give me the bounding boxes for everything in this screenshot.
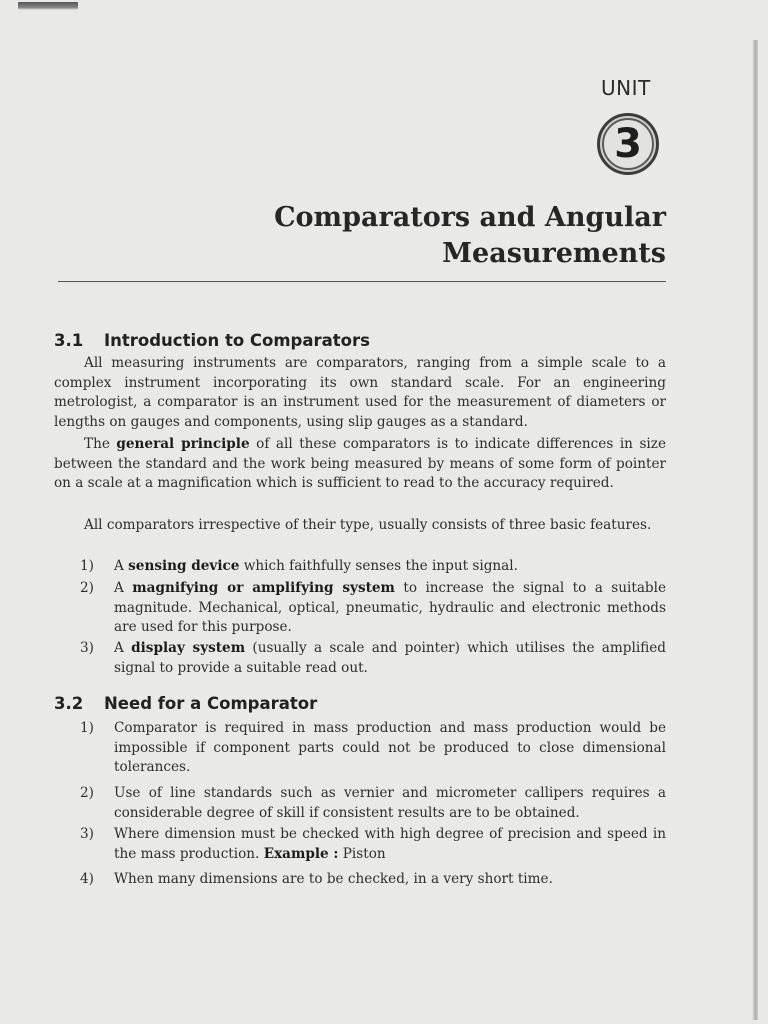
section-number: 3.2 [54,694,84,713]
text-run: A [114,558,129,574]
text-run: Where dimension must be checked with high degree of precision and speed in the mass production. [114,826,666,862]
list-item [80,825,666,864]
text-run: to increase the signal to a suitable magnitude. Mechanical, optical, pneumatic, hydraulic and electronic methods are used for this purpose. [114,580,667,635]
bold-term: sensing device [128,558,240,574]
section-title: Introduction to Comparators [104,331,370,350]
list-text: Comparator is required in mass production and mass production would be impossible if component parts could not be produced to close dimensional tolerances. [114,720,666,775]
list-text [114,579,666,638]
list-text: Use of line standards such as vernier and micrometer callipers requires a considerable degree of skill if consistent results are to be obtained. [114,785,666,821]
list-item [80,719,666,778]
list-number: 2) [80,580,94,596]
list-text: When many dimensions are to be checked, in a very short time. [114,871,553,887]
text-run: Piston [338,845,386,862]
chapter-title-line-1: Comparators and Angular [274,202,666,233]
list-item [80,870,666,890]
section-heading-3-1 [54,331,370,350]
unit-number: 3 [602,118,654,170]
list-item [80,579,666,638]
scan-corner-mark [18,2,78,10]
list-number: 3) [80,640,94,656]
paragraph-intro: All measuring instruments are comparators, ranging from a simple scale to a complex instrument incorporating its own standard scale. For an engineering metrologist, a comparator is an instrument used for the measurement of diameters or lengths on gauges and components, using slip gauges as a standard. [54,355,666,430]
text-run: (usually a scale and pointer) which utilises the amplified signal to provide a suitable read out. [114,640,667,676]
list-number: 1) [80,720,94,736]
list-number: 3) [80,826,94,842]
unit-label: UNIT [601,76,651,100]
chapter-title [230,200,666,272]
bold-term: display system [131,640,246,656]
title-rule [58,281,666,282]
page-edge-shadow [752,40,758,1020]
section-heading-3-2 [54,694,317,713]
list-item [80,557,666,577]
paragraph-features: All comparators irrespective of their type, usually consists of three basic features. [84,517,652,533]
text-run: A [114,640,132,656]
list-number: 2) [80,785,94,801]
text-run: A [114,580,133,596]
paragraph-general-principle [54,435,666,494]
text-run: which faithfully senses the input signal. [239,558,518,574]
text-run: of all these comparators is to indicate differences in size between the standard and the work being measured by means of some form of pointer on a scale at a magnification which is sufficient to read to the accuracy required. [54,436,666,491]
chapter-title-line-2: Measurements [442,238,666,269]
unit-number-badge [597,113,659,175]
section-title: Need for a Comparator [104,694,318,713]
bold-term: magnifying or amplifying system [132,580,395,596]
list-item [80,784,666,823]
list-text [114,825,666,864]
list-number: 4) [80,871,94,887]
list-text [114,639,666,678]
list-item [80,639,666,678]
bold-term: Example : [263,845,339,862]
section-number: 3.1 [54,331,84,350]
list-number: 1) [80,558,94,574]
list-text [114,557,666,577]
bold-term: general principle [116,436,250,452]
text-run: The [84,436,117,452]
